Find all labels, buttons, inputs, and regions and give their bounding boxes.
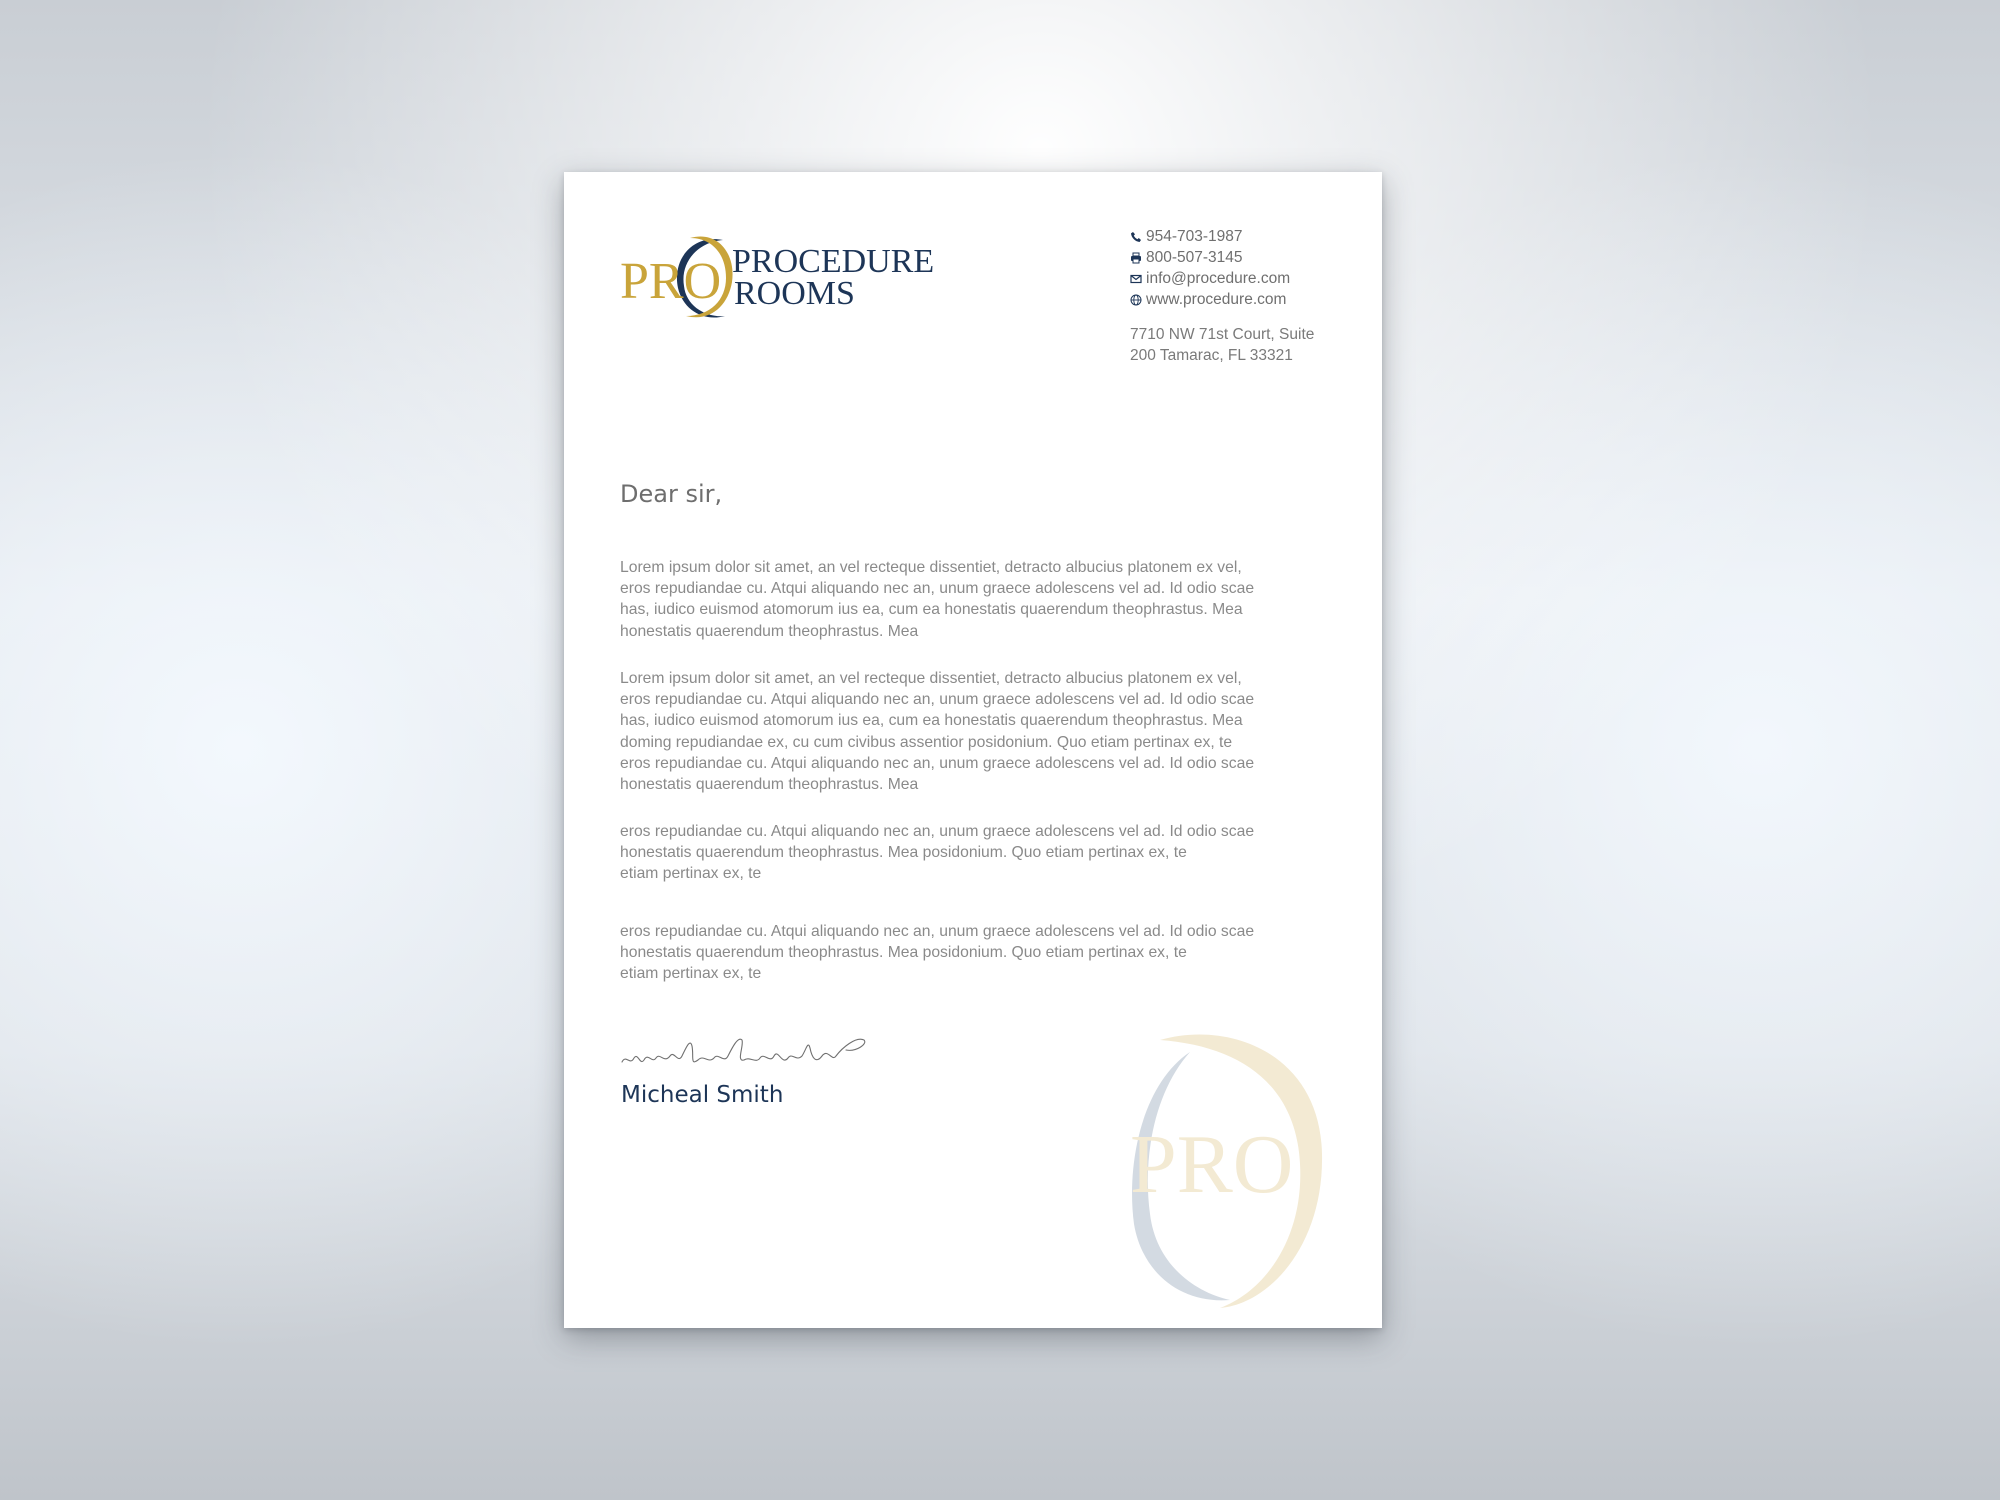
logo-mark: PRO — [620, 253, 722, 310]
phone-number: 954-703-1987 — [1146, 227, 1243, 245]
logo-line1: PROCEDURE — [732, 243, 935, 280]
salutation: Dear sir, — [620, 480, 723, 508]
pro-watermark-logo — [1120, 1024, 1336, 1308]
phone-icon — [1130, 231, 1142, 243]
paragraph-line: eros repudiandae cu. Atqui aliquando nec an, unum graece adolescens vel ad. Id odio scae — [620, 691, 1255, 709]
address-line: 200 Tamarac, FL 33321 — [1130, 347, 1293, 364]
fax-number: 800-507-3145 — [1146, 248, 1243, 266]
email-icon — [1130, 273, 1142, 285]
paragraph-line: etiam pertinax ex, te — [620, 965, 762, 983]
paragraph-line: honestatis quaerendum theophrastus. Mea — [620, 776, 919, 794]
fax-icon — [1130, 252, 1142, 264]
paragraph-line: eros repudiandae cu. Atqui aliquando nec an, unum graece adolescens vel ad. Id odio scae — [620, 923, 1255, 940]
email-address: info@procedure.com — [1146, 269, 1291, 287]
paragraph-line: etiam pertinax ex, te — [620, 865, 762, 883]
paragraph-line: has, iudico euismod atomorum ius ea, cum ea honestatis quaerendum theophrastus. Mea — [620, 712, 1243, 730]
signer-name: Micheal Smith — [621, 1082, 784, 1108]
body-paragraph — [620, 821, 1328, 885]
paragraph-line: honestatis quaerendum theophrastus. Mea posidonium. Quo etiam pertinax ex, te — [620, 844, 1187, 862]
watermark-mark: PRO — [1130, 1118, 1294, 1211]
body-paragraph — [620, 557, 1328, 642]
paragraph-line: has, iudico euismod atomorum ius ea, cum ea honestatis quaerendum theophrastus. Mea — [620, 601, 1243, 619]
postal-address — [1130, 324, 1370, 366]
globe-icon — [1130, 294, 1142, 306]
body-paragraph — [620, 668, 1328, 795]
letterhead-page — [564, 172, 1382, 1328]
paragraph-line: eros repudiandae cu. Atqui aliquando nec an, unum graece adolescens vel ad. Id odio scae — [620, 754, 1255, 772]
address-line: 7710 NW 71st Court, Suite — [1130, 326, 1315, 343]
paragraph-line: Lorem ipsum dolor sit amet, an vel recteque dissentiet, detracto albucius platonem ex vel, — [620, 559, 1242, 576]
contact-phone — [1130, 226, 1350, 247]
paragraph-line: doming repudiandae ex, cu cum civibus assentior posidonium. Quo etiam pertinax ex, te — [620, 733, 1233, 751]
logo-line2: ROOMS — [734, 275, 855, 312]
contact-website — [1130, 289, 1350, 310]
website-url: www.procedure.com — [1146, 290, 1287, 308]
contact-block — [1130, 226, 1350, 310]
paragraph-line: honestatis quaerendum theophrastus. Mea posidonium. Quo etiam pertinax ex, te — [620, 944, 1187, 962]
paragraph-line: eros repudiandae cu. Atqui aliquando nec an, unum graece adolescens vel ad. Id odio scae — [620, 823, 1255, 840]
paragraph-line: eros repudiandae cu. Atqui aliquando nec an, unum graece adolescens vel ad. Id odio scae — [620, 580, 1255, 598]
body-paragraph — [620, 921, 1328, 985]
contact-fax — [1130, 247, 1350, 268]
paragraph-line: honestatis quaerendum theophrastus. Mea — [620, 622, 919, 640]
procedure-rooms-logo — [620, 226, 950, 326]
paragraph-line: Lorem ipsum dolor sit amet, an vel recteque dissentiet, detracto albucius platonem ex vel, — [620, 670, 1242, 687]
handwritten-signature — [620, 1026, 870, 1072]
contact-email — [1130, 268, 1350, 289]
